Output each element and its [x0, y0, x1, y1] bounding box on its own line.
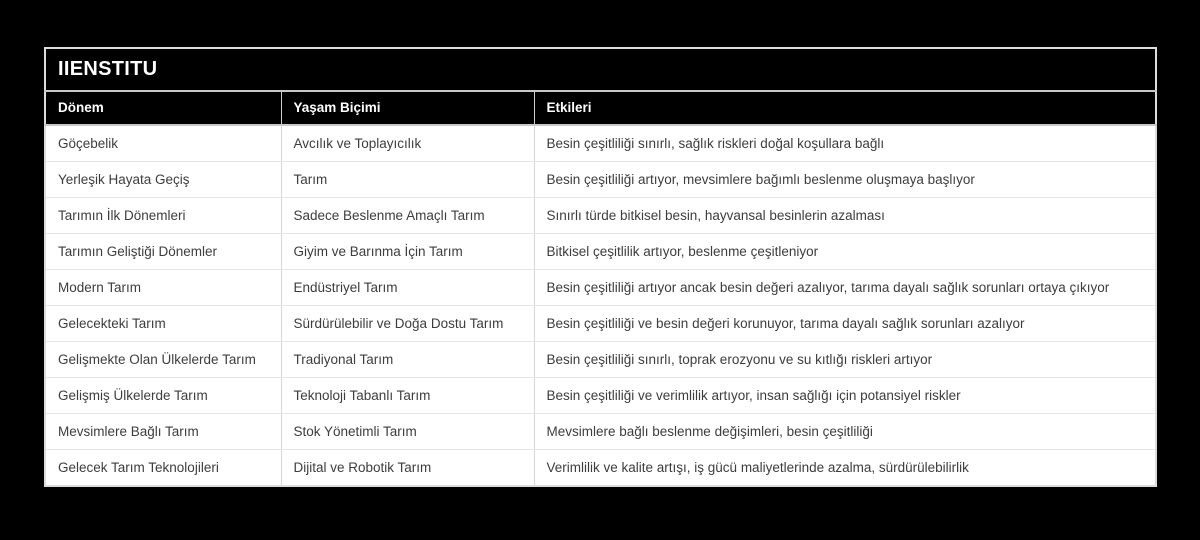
table-row — [45, 450, 1156, 487]
yasam-bicimi-cell: Teknoloji Tabanlı Tarım — [281, 378, 534, 414]
donem-cell: Modern Tarım — [45, 270, 281, 306]
table-row — [45, 125, 1156, 162]
yasam-bicimi-cell: Dijital ve Robotik Tarım — [281, 450, 534, 487]
donem-cell: Gelişmiş Ülkelerde Tarım — [45, 378, 281, 414]
donem-cell: Yerleşik Hayata Geçiş — [45, 162, 281, 198]
etkileri-cell: Sınırlı türde bitkisel besin, hayvansal besinlerin azalması — [534, 198, 1156, 234]
etkileri-cell: Besin çeşitliliği ve verimlilik artıyor, insan sağlığı için potansiyel riskler — [534, 378, 1156, 414]
table-row — [45, 378, 1156, 414]
yasam-bicimi-cell: Tarım — [281, 162, 534, 198]
table-row — [45, 414, 1156, 450]
iienstitu-table — [44, 47, 1157, 487]
table-body — [45, 125, 1156, 486]
table-row — [45, 342, 1156, 378]
etkileri-cell: Besin çeşitliliği artıyor, mevsimlere bağımlı beslenme oluşmaya başlıyor — [534, 162, 1156, 198]
table-title: IIENSTITU — [45, 48, 1156, 91]
table-row — [45, 234, 1156, 270]
donem-cell: Tarımın Geliştiği Dönemler — [45, 234, 281, 270]
donem-cell: Göçebelik — [45, 125, 281, 162]
yasam-bicimi-cell: Sadece Beslenme Amaçlı Tarım — [281, 198, 534, 234]
table-row — [45, 198, 1156, 234]
table-row — [45, 306, 1156, 342]
donem-cell: Gelecekteki Tarım — [45, 306, 281, 342]
etkileri-cell: Besin çeşitliliği sınırlı, toprak erozyonu ve su kıtlığı riskleri artıyor — [534, 342, 1156, 378]
yasam-bicimi-cell: Endüstriyel Tarım — [281, 270, 534, 306]
donem-cell: Tarımın İlk Dönemleri — [45, 198, 281, 234]
table-row — [45, 270, 1156, 306]
etkileri-cell: Besin çeşitliliği artıyor ancak besin değeri azalıyor, tarıma dayalı sağlık sorunları ortaya çıkıyor — [534, 270, 1156, 306]
table-row — [45, 162, 1156, 198]
yasam-bicimi-cell: Stok Yönetimli Tarım — [281, 414, 534, 450]
etkileri-cell: Bitkisel çeşitlilik artıyor, beslenme çeşitleniyor — [534, 234, 1156, 270]
title-row — [45, 48, 1156, 91]
column-header-etkileri: Etkileri — [534, 91, 1156, 125]
yasam-bicimi-cell: Tradiyonal Tarım — [281, 342, 534, 378]
etkileri-cell: Verimlilik ve kalite artışı, iş gücü maliyetlerinde azalma, sürdürülebilirlik — [534, 450, 1156, 487]
etkileri-cell: Besin çeşitliliği ve besin değeri korunuyor, tarıma dayalı sağlık sorunları azalıyor — [534, 306, 1156, 342]
header-row — [45, 91, 1156, 125]
yasam-bicimi-cell: Sürdürülebilir ve Doğa Dostu Tarım — [281, 306, 534, 342]
yasam-bicimi-cell: Giyim ve Barınma İçin Tarım — [281, 234, 534, 270]
column-header-donem: Dönem — [45, 91, 281, 125]
donem-cell: Gelecek Tarım Teknolojileri — [45, 450, 281, 487]
etkileri-cell: Mevsimlere bağlı beslenme değişimleri, besin çeşitliliği — [534, 414, 1156, 450]
etkileri-cell: Besin çeşitliliği sınırlı, sağlık riskleri doğal koşullara bağlı — [534, 125, 1156, 162]
donem-cell: Mevsimlere Bağlı Tarım — [45, 414, 281, 450]
donem-cell: Gelişmekte Olan Ülkelerde Tarım — [45, 342, 281, 378]
column-header-yasam-bicimi: Yaşam Biçimi — [281, 91, 534, 125]
yasam-bicimi-cell: Avcılık ve Toplayıcılık — [281, 125, 534, 162]
